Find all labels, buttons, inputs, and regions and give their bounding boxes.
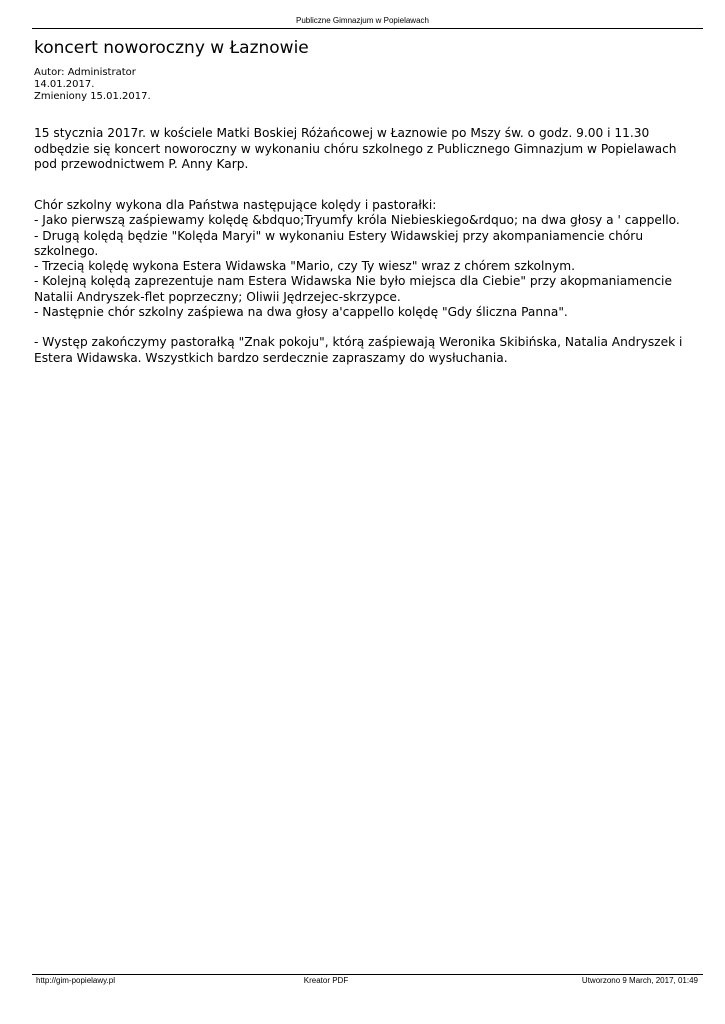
program-item: - Trzecią kolędę wykona Estera Widawska "Mario, czy Ty wiesz" wraz z chórem szkolnym. <box>34 259 576 274</box>
modified-line: Zmieniony 15.01.2017. <box>34 91 151 102</box>
program-item: - Jako pierwszą zaśpiewamy kolędę &bdquo;Tryumfy króla Niebieskiego&rdquo; na dwa głosy a ' cappello. <box>34 213 680 228</box>
footer-url-link[interactable]: http://gim-popielawy.pl <box>36 976 115 985</box>
article-title: koncert noworoczny w Łaznowie <box>34 38 309 58</box>
article-intro <box>34 126 694 173</box>
program-item: - Drugą kolędą będzie "Kolęda Maryi" w wykonaniu Estery Widawskiej przy akompaniamencie chóru szkolnego. <box>34 228 644 258</box>
program-lead: Chór szkolny wykona dla Państwa następujące kolędy i pastorałki: <box>34 198 437 212</box>
program-section <box>34 198 699 366</box>
footer-created: Utworzono 9 March, 2017, 01:49 <box>581 976 698 985</box>
created-date: 14.01.2017. <box>34 79 95 90</box>
closing-paragraph: - Występ zakończymy pastorałką "Znak pokoju", którą zaśpiewają Weronika Skibińska, Natalia Andryszek i Estera Widawska. Wszystkich bardzo serdecznie zapraszamy do wysłuchania. <box>34 335 683 365</box>
paragraph-spacer <box>34 320 699 335</box>
program-item: - Następnie chór szkolny zaśpiewa na dwa głosy a'cappello kolędę "Gdy śliczna Panna". <box>34 305 568 320</box>
site-header: Publiczne Gimnazjum w Popielawach <box>296 16 429 25</box>
intro-paragraph: 15 stycznia 2017r. w kościele Matki Boskiej Różańcowej w Łaznowie po Mszy św. o godz. 9.00 i 11.30 odbędzie się koncert noworoczny w wykonaniu chóru szkolnego z Publicznego Gimnazjum w Popielawach pod przewodnictwem P. Anny Karp. <box>34 126 677 171</box>
program-item: - Kolejną kolędą zaprezentuje nam Estera Widawska Nie było miejsca dla Ciebie" przy akopmaniamencie Natalii Andryszek-flet poprzeczny; Oliwii Jędrzejec-skrzypce. <box>34 274 672 304</box>
footer-generator: Kreator PDF <box>303 976 349 985</box>
header-divider <box>32 28 703 29</box>
footer-divider <box>32 974 703 975</box>
author-line: Autor: Administrator <box>34 67 136 78</box>
article-meta <box>34 67 151 103</box>
